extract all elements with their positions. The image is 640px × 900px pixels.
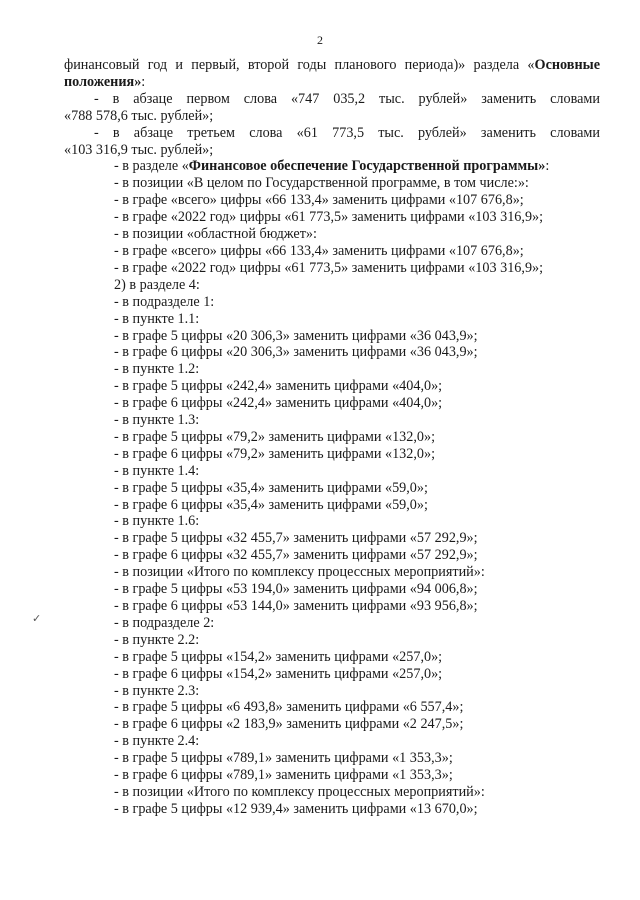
text-line: - в разделе «Финансовое обеспечение Государственной программы»: bbox=[114, 158, 550, 175]
text-line: «103 316,9 тыс. рублей»; bbox=[64, 141, 214, 158]
text-line: - в графе 5 цифры «12 939,4» заменить цифрами «13 670,0»; bbox=[114, 800, 478, 817]
text-line: - в графе 5 цифры «35,4» заменить цифрами «59,0»; bbox=[114, 479, 428, 496]
text-line: - в абзаце первом слова «747 035,2 тыс. рублей» заменить словами bbox=[94, 90, 600, 107]
text-line: - в пункте 2.3: bbox=[114, 682, 200, 699]
text-line: «788 578,6 тыс. рублей»; bbox=[64, 107, 214, 124]
text-line: - в графе 6 цифры «20 306,3» заменить цифрами «36 043,9»; bbox=[114, 344, 478, 361]
text-line: - в подразделе 1: bbox=[114, 293, 215, 310]
text-line: - в графе 5 цифры «20 306,3» заменить цифрами «36 043,9»; bbox=[114, 327, 478, 344]
text-line: - в пункте 1.4: bbox=[114, 462, 200, 479]
text-line: - в позиции «областной бюджет»: bbox=[114, 226, 317, 243]
text-line: - в позиции «В целом по Государственной программе, в том числе:»: bbox=[114, 175, 529, 192]
text-line: - в графе 5 цифры «32 455,7» заменить цифрами «57 292,9»; bbox=[114, 530, 478, 547]
text-line: 2) в разделе 4: bbox=[114, 276, 200, 293]
text-line: - в пункте 1.1: bbox=[114, 310, 200, 327]
text-line: - в графе «всего» цифры «66 133,4» заменить цифрами «107 676,8»; bbox=[114, 242, 524, 259]
text-line: - в графе 6 цифры «35,4» заменить цифрами «59,0»; bbox=[114, 496, 428, 513]
text-line: - в графе 6 цифры «53 144,0» заменить цифрами «93 956,8»; bbox=[114, 598, 478, 614]
text-line: - в графе 5 цифры «154,2» заменить цифрами «257,0»; bbox=[114, 648, 443, 665]
text-line: - в позиции «Итого по комплексу процессных мероприятий»: bbox=[114, 783, 485, 800]
document-body bbox=[64, 57, 600, 818]
text-line: - в графе 6 цифры «154,2» заменить цифрами «257,0»; bbox=[114, 665, 443, 682]
text-line: - в пункте 1.6: bbox=[114, 513, 200, 530]
text-line: - в графе 5 цифры «53 194,0» заменить цифрами «94 006,8»; bbox=[114, 581, 478, 598]
text-line: - в пункте 2.2: bbox=[114, 631, 200, 648]
margin-checkmark: ✓ bbox=[32, 612, 42, 625]
text-line: положения»: bbox=[64, 73, 146, 90]
text-line: - в графе 6 цифры «79,2» заменить цифрами «132,0»; bbox=[114, 445, 436, 462]
text-line: - в графе 6 цифры «242,4» заменить цифрами «404,0»; bbox=[114, 395, 443, 412]
text-line: - в пункте 2.4: bbox=[114, 733, 200, 750]
text-line: - в графе 6 цифры «789,1» заменить цифрами «1 353,3»; bbox=[114, 767, 453, 784]
text-line: - в абзаце третьем слова «61 773,5 тыс. рублей» заменить словами bbox=[94, 124, 600, 141]
text-line: - в подразделе 2: bbox=[114, 614, 215, 631]
text-line: - в графе 6 цифры «32 455,7» заменить цифрами «57 292,9»; bbox=[114, 547, 478, 564]
text-line: - в позиции «Итого по комплексу процессных мероприятий»: bbox=[114, 564, 485, 581]
text-line: - в пункте 1.3: bbox=[114, 412, 200, 429]
text-line: - в пункте 1.2: bbox=[114, 361, 200, 378]
text-line: финансовый год и первый, второй годы планового периода)» раздела «Основные bbox=[64, 57, 600, 73]
text-line: - в графе «2022 год» цифры «61 773,5» заменить цифрами «103 316,9»; bbox=[114, 209, 544, 226]
text-line: - в графе 5 цифры «6 493,8» заменить цифрами «6 557,4»; bbox=[114, 699, 464, 716]
page-number: 2 bbox=[317, 33, 323, 47]
text-line: - в графе 5 цифры «242,4» заменить цифрами «404,0»; bbox=[114, 378, 443, 395]
text-line: - в графе 5 цифры «789,1» заменить цифрами «1 353,3»; bbox=[114, 750, 453, 767]
text-line: - в графе 6 цифры «2 183,9» заменить цифрами «2 247,5»; bbox=[114, 716, 464, 733]
text-line: - в графе 5 цифры «79,2» заменить цифрами «132,0»; bbox=[114, 428, 436, 445]
text-line: - в графе «всего» цифры «66 133,4» заменить цифрами «107 676,8»; bbox=[114, 192, 524, 209]
text-line: - в графе «2022 год» цифры «61 773,5» заменить цифрами «103 316,9»; bbox=[114, 259, 544, 276]
